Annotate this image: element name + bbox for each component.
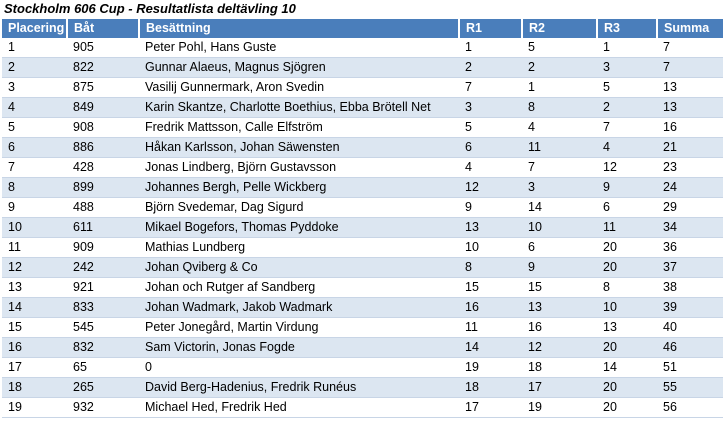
cell-r3: 7 [597, 118, 657, 138]
cell-r2: 1 [522, 78, 597, 98]
cell-r3: 10 [597, 298, 657, 318]
table-row[interactable] [2, 358, 723, 378]
column-header-placering[interactable]: Placering [2, 19, 67, 38]
cell-r1: 8 [459, 258, 522, 278]
table-row[interactable] [2, 278, 723, 298]
cell-r2: 8 [522, 98, 597, 118]
cell-besattning: 0 [139, 358, 459, 378]
table-row[interactable] [2, 238, 723, 258]
cell-summa: 36 [657, 238, 723, 258]
cell-r1: 17 [459, 398, 522, 418]
cell-placering: 2 [2, 58, 67, 78]
cell-r3: 8 [597, 278, 657, 298]
cell-bat: 908 [67, 118, 139, 138]
table-row[interactable] [2, 258, 723, 278]
cell-bat: 822 [67, 58, 139, 78]
cell-summa: 7 [657, 38, 723, 58]
cell-bat: 65 [67, 358, 139, 378]
cell-r1: 13 [459, 218, 522, 238]
cell-r2: 4 [522, 118, 597, 138]
table-row[interactable] [2, 318, 723, 338]
cell-r1: 16 [459, 298, 522, 318]
cell-bat: 886 [67, 138, 139, 158]
cell-besattning: Mikael Bogefors, Thomas Pyddoke [139, 218, 459, 238]
cell-r1: 6 [459, 138, 522, 158]
cell-summa: 56 [657, 398, 723, 418]
cell-bat: 899 [67, 178, 139, 198]
table-row[interactable] [2, 58, 723, 78]
cell-r2: 3 [522, 178, 597, 198]
cell-besattning: Björn Svedemar, Dag Sigurd [139, 198, 459, 218]
cell-placering: 4 [2, 98, 67, 118]
cell-besattning: Johannes Bergh, Pelle Wickberg [139, 178, 459, 198]
cell-r1: 9 [459, 198, 522, 218]
cell-besattning: Håkan Karlsson, Johan Säwensten [139, 138, 459, 158]
cell-r1: 4 [459, 158, 522, 178]
cell-placering: 8 [2, 178, 67, 198]
cell-placering: 3 [2, 78, 67, 98]
cell-r1: 19 [459, 358, 522, 378]
column-header-r2[interactable]: R2 [522, 19, 597, 38]
cell-r1: 11 [459, 318, 522, 338]
cell-r1: 3 [459, 98, 522, 118]
cell-besattning: Johan Qviberg & Co [139, 258, 459, 278]
table-row[interactable] [2, 138, 723, 158]
cell-placering: 16 [2, 338, 67, 358]
cell-summa: 21 [657, 138, 723, 158]
cell-summa: 29 [657, 198, 723, 218]
cell-r1: 2 [459, 58, 522, 78]
cell-summa: 13 [657, 78, 723, 98]
cell-r3: 1 [597, 38, 657, 58]
table-row[interactable] [2, 38, 723, 58]
cell-placering: 9 [2, 198, 67, 218]
cell-r2: 11 [522, 138, 597, 158]
cell-summa: 46 [657, 338, 723, 358]
cell-summa: 51 [657, 358, 723, 378]
cell-placering: 6 [2, 138, 67, 158]
cell-r2: 9 [522, 258, 597, 278]
cell-bat: 932 [67, 398, 139, 418]
column-header-bat[interactable]: Båt [67, 19, 139, 38]
column-header-r3[interactable]: R3 [597, 19, 657, 38]
cell-r3: 20 [597, 238, 657, 258]
cell-besattning: Mathias Lundberg [139, 238, 459, 258]
cell-r2: 10 [522, 218, 597, 238]
cell-besattning: Vasilij Gunnermark, Aron Svedin [139, 78, 459, 98]
cell-r3: 13 [597, 318, 657, 338]
cell-placering: 11 [2, 238, 67, 258]
cell-placering: 10 [2, 218, 67, 238]
cell-summa: 23 [657, 158, 723, 178]
cell-bat: 832 [67, 338, 139, 358]
cell-r1: 12 [459, 178, 522, 198]
table-row[interactable] [2, 178, 723, 198]
table-body [2, 38, 723, 418]
table-row[interactable] [2, 398, 723, 418]
column-header-besattning[interactable]: Besättning [139, 19, 459, 38]
cell-besattning: Karin Skantze, Charlotte Boethius, Ebba Brötell Net [139, 98, 459, 118]
cell-summa: 39 [657, 298, 723, 318]
cell-r1: 14 [459, 338, 522, 358]
cell-r3: 3 [597, 58, 657, 78]
cell-placering: 14 [2, 298, 67, 318]
cell-r3: 9 [597, 178, 657, 198]
cell-r2: 18 [522, 358, 597, 378]
cell-besattning: Peter Pohl, Hans Guste [139, 38, 459, 58]
page-title: Stockholm 606 Cup - Resultatlista deltävling 10 [4, 1, 296, 16]
cell-placering: 19 [2, 398, 67, 418]
cell-bat: 428 [67, 158, 139, 178]
cell-besattning: Johan och Rutger af Sandberg [139, 278, 459, 298]
cell-bat: 909 [67, 238, 139, 258]
cell-r2: 17 [522, 378, 597, 398]
table-row[interactable] [2, 158, 723, 178]
cell-besattning: Sam Victorin, Jonas Fogde [139, 338, 459, 358]
cell-r3: 4 [597, 138, 657, 158]
table-row[interactable] [2, 198, 723, 218]
cell-r1: 5 [459, 118, 522, 138]
cell-r2: 2 [522, 58, 597, 78]
cell-placering: 12 [2, 258, 67, 278]
cell-r3: 2 [597, 98, 657, 118]
table-row[interactable] [2, 338, 723, 358]
cell-r3: 20 [597, 378, 657, 398]
cell-bat: 849 [67, 98, 139, 118]
cell-bat: 875 [67, 78, 139, 98]
table-row[interactable] [2, 78, 723, 98]
cell-r2: 12 [522, 338, 597, 358]
cell-summa: 7 [657, 58, 723, 78]
cell-r2: 15 [522, 278, 597, 298]
cell-placering: 17 [2, 358, 67, 378]
cell-summa: 37 [657, 258, 723, 278]
column-header-summa[interactable]: Summa [657, 19, 723, 38]
cell-summa: 55 [657, 378, 723, 398]
cell-r2: 14 [522, 198, 597, 218]
cell-summa: 40 [657, 318, 723, 338]
cell-besattning: Michael Hed, Fredrik Hed [139, 398, 459, 418]
cell-bat: 545 [67, 318, 139, 338]
cell-placering: 1 [2, 38, 67, 58]
table-row[interactable] [2, 118, 723, 138]
cell-r3: 11 [597, 218, 657, 238]
cell-r2: 16 [522, 318, 597, 338]
cell-r1: 15 [459, 278, 522, 298]
cell-bat: 488 [67, 198, 139, 218]
cell-besattning: Fredrik Mattsson, Calle Elfström [139, 118, 459, 138]
cell-placering: 7 [2, 158, 67, 178]
cell-summa: 34 [657, 218, 723, 238]
cell-besattning: David Berg-Hadenius, Fredrik Runéus [139, 378, 459, 398]
table-row[interactable] [2, 298, 723, 318]
cell-placering: 5 [2, 118, 67, 138]
cell-bat: 242 [67, 258, 139, 278]
cell-r3: 12 [597, 158, 657, 178]
table-row[interactable] [2, 98, 723, 118]
cell-summa: 16 [657, 118, 723, 138]
cell-r3: 6 [597, 198, 657, 218]
cell-r3: 20 [597, 258, 657, 278]
cell-summa: 13 [657, 98, 723, 118]
cell-summa: 38 [657, 278, 723, 298]
cell-r1: 18 [459, 378, 522, 398]
cell-r1: 7 [459, 78, 522, 98]
cell-r1: 1 [459, 38, 522, 58]
results-table [2, 19, 723, 418]
cell-besattning: Johan Wadmark, Jakob Wadmark [139, 298, 459, 318]
cell-placering: 18 [2, 378, 67, 398]
cell-bat: 921 [67, 278, 139, 298]
cell-r2: 5 [522, 38, 597, 58]
cell-r2: 19 [522, 398, 597, 418]
cell-besattning: Peter Jonegård, Martin Virdung [139, 318, 459, 338]
column-header-r1[interactable]: R1 [459, 19, 522, 38]
cell-besattning: Jonas Lindberg, Björn Gustavsson [139, 158, 459, 178]
cell-bat: 833 [67, 298, 139, 318]
cell-r1: 10 [459, 238, 522, 258]
cell-bat: 905 [67, 38, 139, 58]
cell-r2: 7 [522, 158, 597, 178]
header-row [2, 19, 723, 38]
cell-r3: 14 [597, 358, 657, 378]
table-row[interactable] [2, 218, 723, 238]
cell-r2: 13 [522, 298, 597, 318]
cell-placering: 13 [2, 278, 67, 298]
cell-r2: 6 [522, 238, 597, 258]
cell-placering: 15 [2, 318, 67, 338]
table-row[interactable] [2, 378, 723, 398]
cell-r3: 20 [597, 398, 657, 418]
cell-bat: 611 [67, 218, 139, 238]
table-header [2, 19, 723, 38]
cell-r3: 20 [597, 338, 657, 358]
cell-bat: 265 [67, 378, 139, 398]
cell-summa: 24 [657, 178, 723, 198]
cell-r3: 5 [597, 78, 657, 98]
cell-besattning: Gunnar Alaeus, Magnus Sjögren [139, 58, 459, 78]
